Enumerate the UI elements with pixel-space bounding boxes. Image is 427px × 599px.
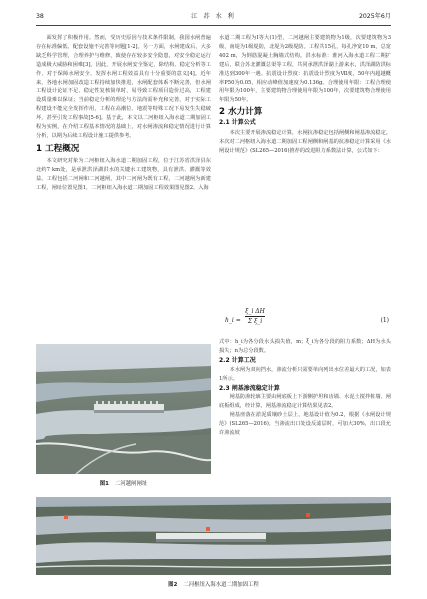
figure-1-aerial-photo <box>36 344 211 474</box>
page-header <box>36 10 391 24</box>
figure-1-image <box>36 344 211 474</box>
formula-denominator: Σ ξ_i <box>247 318 263 325</box>
intro-paragraph-left: 面发挥了积极作用。然而，受历史原因与技术条件限制，我国水闸普遍存在标准偏低、配套设施不完善等问题[1-2]。另一方面，水闸建成后，大多缺乏科学管理，合理养护与维修，致使存在较多安全隐患，对安全稳定运行造成极大威胁和困难[3]。因此，开展水闸安全鉴定，除结构、稳定分析等工作，对于保障水闸安全、发挥水闸工程效益具有十分重要的意义[4]。近年来，各地水闸加固改造工程持续加快推进，水闸配套体系不断完善，但水闸工程设计论证不足、稳定性复核简单时，易导致工程项目造价过高，工程建设质量难以保证；当前稳定分析的理论与方法尚需补充和完善，对于实际工程建设不能完全发挥作用，工程在高潮位、地震等特殊工况下易发生失稳破坏，甚至引发工程事故[5-6]。基于此，本文以二河枢纽入海水道二期加固工程为实例，在介绍工程基本情况的基础上，对水闸渗流和稳定情况进行计算分析，以期为后续工程设计施工提供参考。 <box>36 35 211 139</box>
figure-1-caption <box>36 479 211 487</box>
section-1-paragraph: 本文研究对象为二河枢纽入海水道二期加固工程，位于江苏省洪泽县东北约7 km处，是承泄洪泽湖洪水的关键水工建筑物，具有泄洪、灌溉等效益。工程包括二河闸和二河越闸，其中二河闸为既有工程，二河越闸为新建工程，闸址位置见图1，二河枢纽入海水道二期加固工程效果图见图2。入海 <box>36 157 211 191</box>
figure-1-label: 图1 <box>99 481 109 487</box>
figure-2-caption <box>36 580 391 588</box>
issue-date: 2025年6月 <box>358 13 391 20</box>
right-column-bottom <box>219 338 391 438</box>
section-2-3-heading: 2.3 闸基渗流稳定计算 <box>219 384 280 392</box>
figure-2-rendering <box>36 497 391 575</box>
section-2-2-heading: 2.2 计算工况 <box>219 356 256 364</box>
journal-title: 江 苏 水 利 <box>191 13 236 20</box>
section-2-3-paragraph-1: 闸基防渗轮廓主要由闸底板上下游侧护坦和齿墙、水泥土搅拌桩墙、闸底板组成，经计算，闸基渗流稳定计算结果见表2。 <box>219 394 391 410</box>
figure-1-caption-text: 二河越闸闸址 <box>114 481 148 487</box>
figure-2-caption-text: 二河枢纽入海水道二期加固工程 <box>183 582 259 588</box>
formula-numerator: ξ_i ΔH <box>245 308 265 315</box>
section-2-2-paragraph: 本水闸为双向挡水，渗流分析只需要单向列出水位差最大的工况，如表1所示。 <box>219 366 391 382</box>
formula-lhs: h_i = <box>225 317 241 324</box>
formula-number: (1) <box>380 317 389 324</box>
formula-note: 式中：h_i为各分段水头损失值，m；ξ_i为各分段的阻力系数；ΔH为水头损失；n为总分段数。 <box>219 339 391 354</box>
section-2-3-paragraph-2: 闸基座落在淤泥质壤砂土层上，地基设计值为0.2，根据《水闸设计规范》(SL265—2016)，当渗流出口处设反滤层时，可加大30%，出口段允许渗流坡 <box>219 412 391 437</box>
section-1-heading: 1 工程概况 <box>36 143 80 154</box>
section-2-heading: 2 水力计算 <box>219 107 263 118</box>
section-2-1-heading: 2.1 计算公式 <box>219 119 256 127</box>
intro-paragraph-right: 水道二期工程为Ⅰ等大(1)型，二河越闸主要建筑物为1级，次要建筑物为3级，南堤为1级堤防，北堤为2级堤防。工程共15孔，每孔净宽10 m，总宽402 m，为倒筋混凝土胸墙式结构。洪水标准：淮河入海水道工程二期扩建后，联合苏北灌溉总渠等工程，共同承泄洪泽湖上游来水，洪泽湖防洪标准达到300年一遇。抗震设计烈度：抗震设计烈度为Ⅶ度，50年内超越概率P50为0.05，相应动峰值加速度为0.136g。合理使用年限：工程合理使用年限为100年，主要建筑物合理使用年限为100年，次要建筑物合理使用年限为50年。 <box>219 35 391 104</box>
formula-1 <box>219 308 391 336</box>
formula-fraction <box>245 308 265 325</box>
figure-2-label: 图2 <box>168 582 178 588</box>
page-number: 38 <box>36 13 44 20</box>
right-column-top <box>219 34 391 156</box>
left-column <box>36 34 211 192</box>
header-rule <box>36 25 391 26</box>
section-2-1-paragraph: 本次主要开展渗流稳定计算，水闸抗渗稳定包括闸侧和闸基渗流稳定。本次对二河枢纽入海水道二期加固工程闸侧和闸基的抗渗稳定计算采用《水闸设计规范》(SL265—2016)推荐的改进阻力系数法计算，公式如下： <box>219 130 391 154</box>
figure-2-image <box>36 497 391 575</box>
